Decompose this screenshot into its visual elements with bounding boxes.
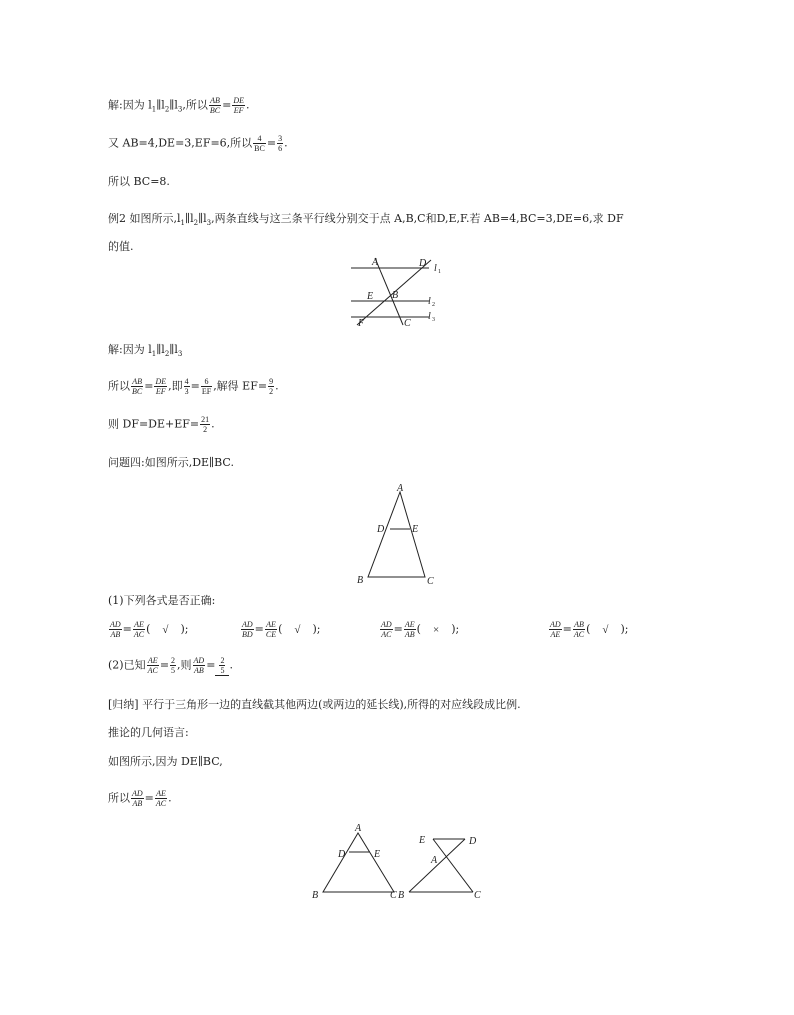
item-4: $\frac{AD}{AE}$ = $\frac{AB}{AC}$ ( √ ); [550, 620, 629, 639]
label-c: C [474, 890, 481, 901]
solution1-line: 解:因为 $l_1\parallel l_2\parallel l_3$,所以 $\frac{AB}{BC}$ = $\frac{DE}{EF}$ . [108, 96, 250, 115]
label-c: C [404, 318, 411, 329]
fraction: $\frac{AD}{AB}$ [132, 789, 143, 808]
label-e: E [419, 835, 426, 846]
summary-line: [归纳] 平行于三角形一边的直线截其他两边(或两边的延长线),所得的对应线段成比例. [108, 698, 521, 711]
fraction: $\frac{AD}{BD}$ [242, 620, 253, 639]
label-c: C [427, 576, 434, 587]
fraction: $\frac{AD}{AB}$ [193, 656, 205, 675]
fraction: $\frac{9}{2}$ [269, 377, 274, 396]
label-a: A [355, 823, 362, 834]
svg-text:3: 3 [432, 317, 435, 323]
fraction: $\frac{DE}{EF}$ [233, 96, 244, 115]
svg-text:1: 1 [438, 269, 441, 275]
label-a: A [397, 483, 404, 494]
fraction: $\frac{2}{5}$ [171, 656, 176, 675]
check-mark: √ [602, 623, 609, 636]
example2-line1: 例2 如图所示$,l_1\parallel l_2\parallel l_3$,两条直线与这三条平行线分别交于点 A,B,C和D,E,F.若 AB=4,BC=3,DE=6,求 DF [108, 212, 624, 228]
problem4-line: 问题四:如图所示,DE∥BC. [108, 456, 234, 469]
label-c: C [390, 890, 397, 901]
corollary-line: 推论的几何语言: [108, 726, 189, 739]
fraction: $\frac{AB}{BC}$ [209, 96, 221, 115]
fraction: $\frac{2}{5}$ [220, 656, 225, 675]
fraction: $\frac{AE}{AC}$ [147, 656, 158, 675]
answer-blank [215, 656, 229, 676]
label-d: D [419, 258, 427, 269]
fraction: $\frac{AE}{AB}$ [404, 620, 415, 639]
fraction: $\frac{AD}{AB}$ [110, 620, 121, 639]
label-f: F [358, 318, 365, 329]
label-d: D [377, 524, 385, 535]
triangle-figure-left [308, 820, 404, 904]
solution2-line: 解:因为 $l_1\parallel l_2\parallel l_3$ [108, 343, 183, 359]
corollary2-line: 如图所示,因为 DE∥BC, [108, 755, 223, 768]
fraction: $\frac{AB}{BC}$ [132, 377, 143, 396]
label-l3: l [428, 311, 431, 322]
cross-mark: × [432, 623, 440, 636]
label-l1: l [434, 263, 437, 274]
parallel-lines-figure [345, 255, 455, 329]
solution2b-line: 所以 $\frac{AB}{BC}$ = $\frac{DE}{EF}$ ,即 $\frac{4}{3}$ = $\frac{6}{EF}$ ,解得 EF= $\frac{9}{2}$ . [108, 377, 279, 396]
hourglass-figure [395, 825, 491, 905]
label-b: B [392, 290, 399, 301]
question2-line: (2)已知 $\frac{AE}{AC}$ = $\frac{2}{5}$ ,则 $\frac{AD}{AB}$ = $\frac{2}{5}$ . [108, 656, 233, 675]
fraction: $\frac{21}{2}$ [201, 415, 210, 434]
fraction: $\frac{AD}{AC}$ [381, 620, 392, 639]
fraction: $\frac{DE}{EF}$ [155, 377, 167, 396]
check-mark: √ [294, 623, 301, 636]
label-l2: l [428, 296, 431, 307]
svg-text:2: 2 [432, 302, 435, 308]
label-b: B [312, 890, 319, 901]
corollary3-line: 所以 $\frac{AD}{AB}$ = $\frac{AE}{AC}$ . [108, 789, 172, 808]
label-e: E [374, 849, 381, 860]
triangle-figure [353, 481, 443, 589]
label-a: A [372, 257, 379, 268]
solution2c-line: 则 DF=DE+EF= $\frac{21}{2}$ . [108, 415, 215, 434]
solution1c-line: 所以 BC=8. [108, 175, 170, 188]
item-1: $\frac{AD}{AB}$ = $\frac{AE}{AC}$ ( √ ); [110, 620, 189, 639]
fraction: $\frac{AE}{AC}$ [133, 620, 145, 639]
example2-line2: 的值. [108, 240, 134, 253]
label-d: D [469, 836, 477, 847]
label-e: E [412, 524, 419, 535]
fraction: $\frac{3}{6}$ [278, 134, 283, 153]
label-b: B [398, 890, 405, 901]
fraction: $\frac{AD}{AE}$ [550, 620, 561, 639]
fraction: $\frac{AB}{AC}$ [573, 620, 585, 639]
label-a: A [431, 855, 438, 866]
fraction: $\frac{4}{3}$ [184, 377, 189, 396]
label-d: D [338, 849, 346, 860]
label-e: E [367, 291, 374, 302]
check-mark: √ [162, 623, 169, 636]
item-3: $\frac{AD}{AC}$ = $\frac{AE}{AB}$ ( × ); [381, 620, 460, 639]
solution1b-line: 又 AB=4,DE=3,EF=6,所以 $\frac{4}{BC}$ = $\frac{3}{6}$ . [108, 134, 288, 153]
fraction: $\frac{6}{EF}$ [201, 377, 212, 396]
fraction: $\frac{4}{BC}$ [254, 134, 265, 153]
question1-line: (1)下列各式是否正确: [108, 594, 216, 607]
fraction: $\frac{AE}{AC}$ [155, 789, 167, 808]
fraction: $\frac{AE}{CE}$ [265, 620, 277, 639]
item-2: $\frac{AD}{BD}$ = $\frac{AE}{CE}$ ( √ ); [242, 620, 321, 639]
label-b: B [357, 575, 364, 586]
